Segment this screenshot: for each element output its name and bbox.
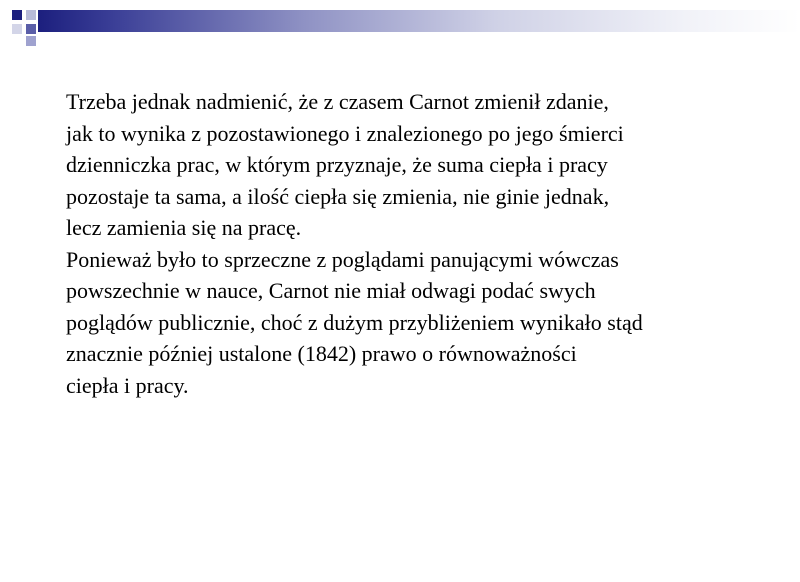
decor-square — [26, 10, 36, 20]
text-line: Ponieważ było to sprzeczne z poglądami panującymi wówczas — [66, 246, 619, 272]
header-gradient-bar — [38, 10, 800, 32]
text-line: jak to wynika z pozostawionego i znalezionego po jego śmierci — [66, 120, 624, 146]
header-decoration — [0, 0, 800, 50]
text-line: dzienniczka prac, w którym przyznaje, że suma ciepła i pracy — [66, 152, 608, 177]
paragraph-carnot-change — [66, 86, 766, 244]
text-line: ciepła i pracy. — [66, 372, 189, 398]
text-line: powszechnie w nauce, Carnot nie miał odwagi podać swych — [66, 278, 596, 303]
decor-square — [12, 24, 22, 34]
text-line: pozostaje ta sama, a ilość ciepła się zmienia, nie ginie jednak, — [66, 183, 610, 209]
paragraph-energy-law — [66, 244, 766, 402]
decor-square — [26, 24, 36, 34]
text-line: lecz zamienia się na pracę. — [66, 215, 302, 240]
decor-square — [26, 36, 36, 46]
text-line: znacznie później ustalone (1842) prawo o równoważności — [66, 341, 577, 366]
slide-body-text — [66, 86, 766, 401]
decor-square — [12, 10, 22, 20]
text-line: poglądów publicznie, choć z dużym przybliżeniem wynikało stąd — [66, 309, 643, 335]
text-line: Trzeba jednak nadmienić, że z czasem Carnot zmienił zdanie, — [66, 89, 609, 114]
